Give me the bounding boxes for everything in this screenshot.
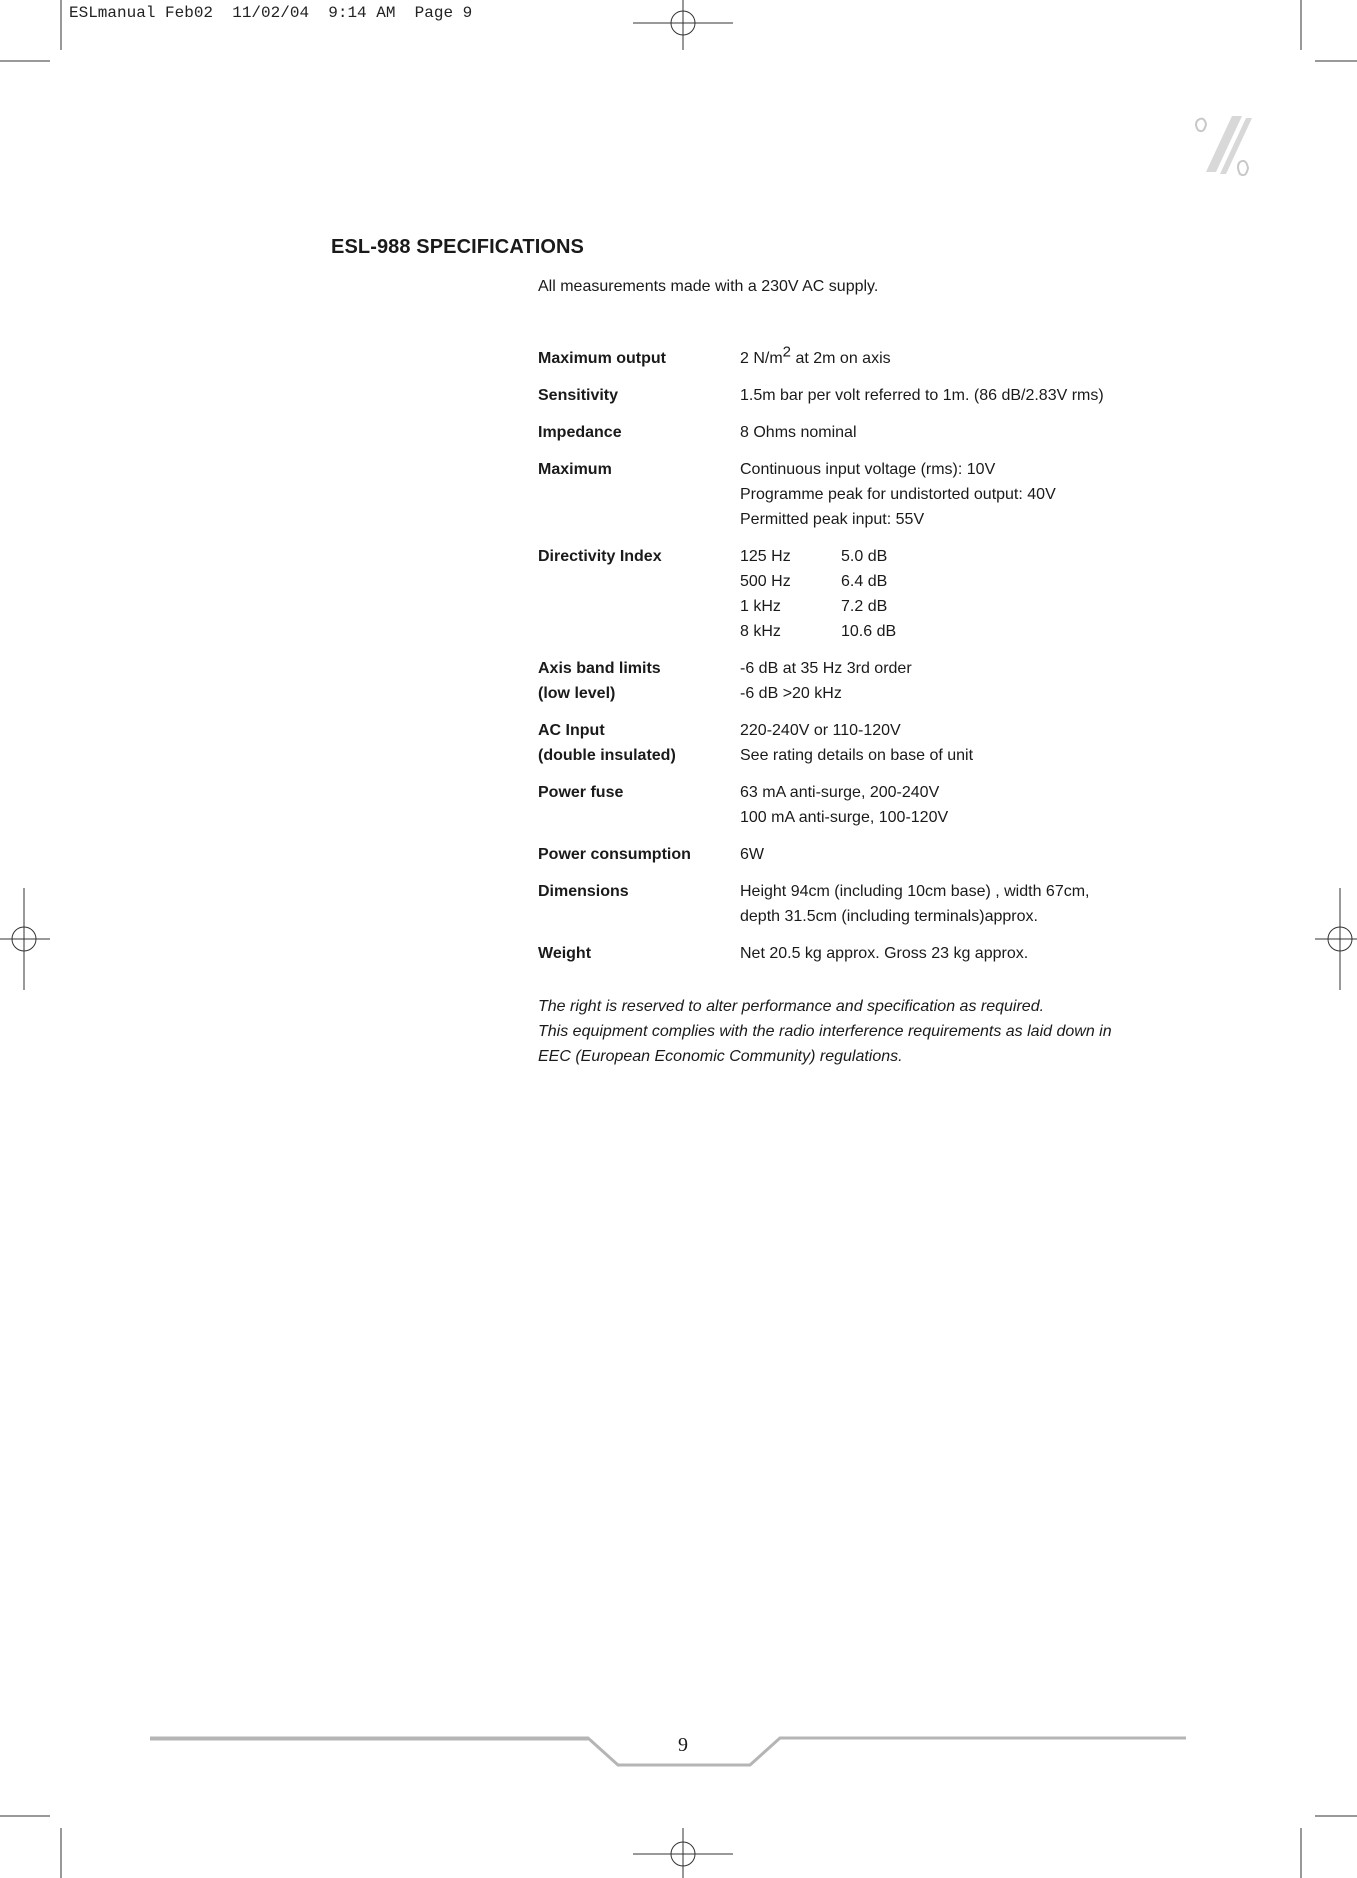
spec-line: depth 31.5cm (including terminals)approx.: [740, 908, 1038, 925]
spec-label: Power fuse: [538, 784, 624, 801]
spec-row-ac-input: [538, 718, 1178, 768]
intro-text: All measurements made with a 230V AC supply.: [538, 278, 879, 295]
spec-row-maximum: [538, 457, 1178, 532]
spec-row-dimensions: [538, 879, 1178, 929]
page-title: ESL-988 SPECIFICATIONS: [331, 236, 584, 258]
spec-line: Programme peak for undistorted output: 40V: [740, 486, 1056, 503]
footnote-line: EEC (European Economic Community) regulations.: [538, 1048, 903, 1065]
spec-line: See rating details on base of unit: [740, 747, 974, 764]
spec-line: -6 dB >20 kHz: [740, 685, 842, 702]
spec-line: Permitted peak input: 55V: [740, 511, 925, 528]
spec-value: [740, 457, 1178, 532]
spec-line: 220-240V or 110-120V: [740, 722, 901, 739]
directivity-entry: [740, 594, 1178, 619]
max-output-value: 2 N/m: [740, 350, 783, 367]
spec-value: [740, 544, 1178, 644]
frequency: 500 Hz: [740, 573, 791, 590]
spec-table: [538, 343, 1178, 978]
spec-value: 8 Ohms nominal: [740, 424, 857, 441]
superscript: 2: [782, 343, 792, 361]
spec-label-line: (low level): [538, 685, 616, 702]
spec-label: [538, 718, 740, 768]
spec-label: Sensitivity: [538, 387, 619, 404]
spec-value: [740, 780, 1178, 830]
spec-line: 63 mA anti-surge, 200-240V: [740, 784, 940, 801]
directivity-entry: [740, 544, 1178, 569]
spec-row-power-fuse: [538, 780, 1178, 830]
spec-row-directivity: [538, 544, 1178, 644]
directivity-entry: [740, 569, 1178, 594]
spec-label: Maximum: [538, 461, 612, 478]
db-value: 6.4 dB: [841, 573, 888, 590]
max-output-value-suffix: at 2m on axis: [791, 350, 891, 367]
spec-label: Impedance: [538, 424, 622, 441]
footnote-line: This equipment complies with the radio interference requirements as laid down in: [538, 1023, 1112, 1040]
spec-row-power-consumption: [538, 842, 1178, 867]
spec-value: [740, 879, 1178, 929]
directivity-entry: [740, 619, 1178, 644]
spec-value: [740, 718, 1178, 768]
frequency: 125 Hz: [740, 548, 791, 565]
spec-label: Maximum output: [538, 350, 666, 367]
spec-row-sensitivity: [538, 383, 1178, 408]
quad-logo-icon: [1192, 112, 1256, 180]
db-value: 10.6 dB: [841, 623, 897, 640]
spec-value: [740, 656, 1178, 706]
spec-line: 100 mA anti-surge, 100-120V: [740, 809, 949, 826]
db-value: 5.0 dB: [841, 548, 888, 565]
spec-value: Net 20.5 kg approx. Gross 23 kg approx.: [740, 945, 1029, 962]
footnotes: [538, 994, 1178, 1069]
print-slug: ESLmanual Feb02 11/02/04 9:14 AM Page 9: [69, 4, 473, 22]
spec-label: Dimensions: [538, 883, 629, 900]
spec-label-line: AC Input: [538, 722, 605, 739]
db-value: 7.2 dB: [841, 598, 888, 615]
spec-label-line: Axis band limits: [538, 660, 661, 677]
spec-row-impedance: [538, 420, 1178, 445]
spec-line: Height 94cm (including 10cm base) , width 67cm,: [740, 883, 1090, 900]
frequency: 1 kHz: [740, 598, 781, 615]
frequency: 8 kHz: [740, 623, 781, 640]
spec-label: [538, 656, 740, 706]
spec-value: [740, 343, 1178, 371]
spec-label: Weight: [538, 945, 592, 962]
spec-value: 6W: [740, 846, 764, 863]
spec-label-line: (double insulated): [538, 747, 676, 764]
spec-label: Power consumption: [538, 846, 691, 863]
spec-row-weight: [538, 941, 1178, 966]
spec-value: 1.5m bar per volt referred to 1m. (86 dB/2.83V rms): [740, 387, 1104, 404]
spec-line: Continuous input voltage (rms): 10V: [740, 461, 996, 478]
page-number: 9: [678, 1734, 688, 1756]
spec-label: Directivity Index: [538, 548, 662, 565]
spec-row-axis-band: [538, 656, 1178, 706]
spec-line: -6 dB at 35 Hz 3rd order: [740, 660, 912, 677]
footnote-line: The right is reserved to alter performance and specification as required.: [538, 998, 1045, 1015]
spec-row-max-output: [538, 343, 1178, 371]
